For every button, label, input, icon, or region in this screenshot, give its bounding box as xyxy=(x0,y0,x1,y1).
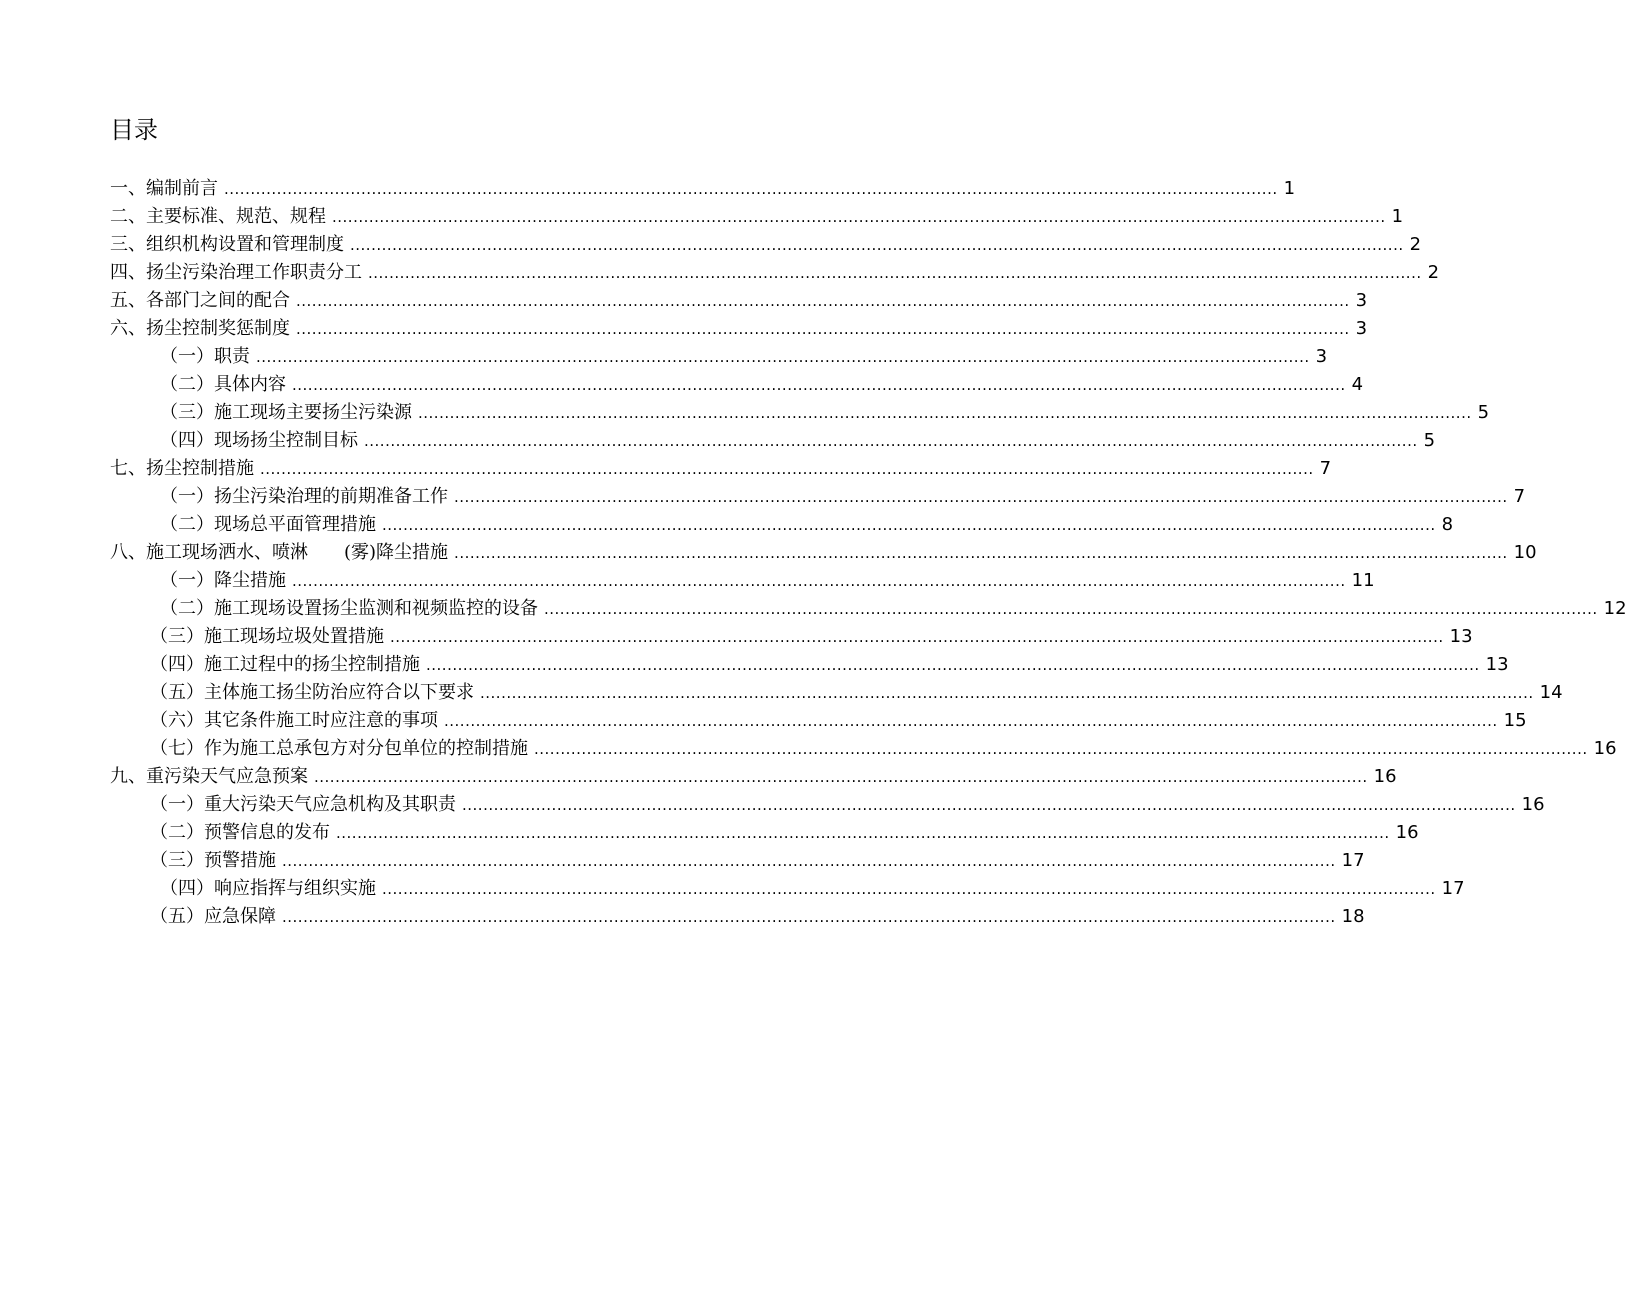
toc-entry-page-number: 1 xyxy=(1391,206,1404,227)
toc-entry-page-number: 8 xyxy=(1441,514,1454,535)
toc-leader-dots: ........................................................................................................................................................................................................ xyxy=(390,628,1444,646)
toc-entry-label: （二）现场总平面管理措施 xyxy=(160,514,376,535)
toc-entry[interactable] xyxy=(110,315,1368,343)
toc-entry-label: 一、编制前言 xyxy=(110,178,218,199)
toc-entry-page-number: 2 xyxy=(1427,262,1440,283)
toc-entry-label: （四）施工过程中的扬尘控制措施 xyxy=(150,654,420,675)
toc-leader-dots: ........................................................................................................................................................................................................ xyxy=(454,488,1508,506)
toc-entry-label: （六）其它条件施工时应注意的事项 xyxy=(150,710,438,731)
toc-entry[interactable] xyxy=(150,791,1545,819)
toc-entry-label: （一）降尘措施 xyxy=(160,570,286,591)
toc-leader-dots: ........................................................................................................................................................................................................ xyxy=(364,432,1418,450)
toc-entry-page-number: 3 xyxy=(1315,346,1328,367)
toc-entry-label: （二）具体内容 xyxy=(160,374,286,395)
toc-entry-label: （一）重大污染天气应急机构及其职责 xyxy=(150,794,456,815)
toc-leader-dots: ........................................................................................................................................................................................................ xyxy=(382,516,1436,534)
toc-entry-label: 三、组织机构设置和管理制度 xyxy=(110,234,344,255)
toc-leader-dots: ........................................................................................................................................................................................................ xyxy=(544,600,1598,618)
toc-entry[interactable] xyxy=(150,735,1617,763)
toc-entry-label: 二、主要标准、规范、规程 xyxy=(110,206,326,227)
toc-entry-page-number: 3 xyxy=(1355,290,1368,311)
toc-leader-dots: ........................................................................................................................................................................................................ xyxy=(314,768,1368,786)
toc-leader-dots: ........................................................................................................................................................................................................ xyxy=(224,180,1278,198)
toc-entry[interactable] xyxy=(110,259,1440,287)
toc-entry[interactable] xyxy=(160,371,1364,399)
toc-leader-dots: ........................................................................................................................................................................................................ xyxy=(260,460,1314,478)
toc-entry[interactable] xyxy=(160,343,1328,371)
toc-entry-page-number: 16 xyxy=(1521,794,1545,815)
toc-entry[interactable] xyxy=(160,567,1375,595)
toc-entry[interactable] xyxy=(110,175,1296,203)
toc-entry-page-number: 17 xyxy=(1441,878,1465,899)
toc-entry-page-number: 16 xyxy=(1373,766,1397,787)
toc-leader-dots: ........................................................................................................................................................................................................ xyxy=(382,880,1436,898)
toc-entry-label: 九、重污染天气应急预案 xyxy=(110,766,308,787)
toc-entry-page-number: 3 xyxy=(1355,318,1368,339)
toc-entry-label: （七）作为施工总承包方对分包单位的控制措施 xyxy=(150,738,528,759)
toc-leader-dots: ........................................................................................................................................................................................................ xyxy=(296,292,1350,310)
toc-entry-label: （一）职责 xyxy=(160,346,250,367)
toc-entry-page-number: 7 xyxy=(1319,458,1332,479)
toc-entry[interactable] xyxy=(110,539,1537,567)
toc-leader-dots: ........................................................................................................................................................................................................ xyxy=(336,824,1390,842)
toc-entry-page-number: 17 xyxy=(1341,850,1365,871)
toc-entry-page-number: 5 xyxy=(1477,402,1490,423)
toc-entry-label: （三）施工现场垃圾处置措施 xyxy=(150,626,384,647)
toc-entry-label: （三）施工现场主要扬尘污染源 xyxy=(160,402,412,423)
toc-entry-page-number: 16 xyxy=(1395,822,1419,843)
toc-leader-dots: ........................................................................................................................................................................................................ xyxy=(426,656,1480,674)
toc-leader-dots: ........................................................................................................................................................................................................ xyxy=(368,264,1422,282)
toc-entry-label: 七、扬尘控制措施 xyxy=(110,458,254,479)
toc-entry[interactable] xyxy=(110,203,1404,231)
toc-entry-page-number: 14 xyxy=(1539,682,1563,703)
toc-entry-label: （五）应急保障 xyxy=(150,906,276,927)
toc-leader-dots: ........................................................................................................................................................................................................ xyxy=(282,908,1336,926)
toc-entry-label: （四）响应指挥与组织实施 xyxy=(160,878,376,899)
toc-entry-page-number: 15 xyxy=(1503,710,1527,731)
toc-entry[interactable] xyxy=(150,651,1509,679)
toc-entry-label: 四、扬尘污染治理工作职责分工 xyxy=(110,262,362,283)
toc-entry[interactable] xyxy=(160,483,1526,511)
toc-leader-dots: ........................................................................................................................................................................................................ xyxy=(418,404,1472,422)
toc-entry-page-number: 13 xyxy=(1485,654,1509,675)
toc-entry-page-number: 2 xyxy=(1409,234,1422,255)
toc-entry-page-number: 1 xyxy=(1283,178,1296,199)
toc-leader-dots: ........................................................................................................................................................................................................ xyxy=(292,376,1346,394)
toc-entry[interactable] xyxy=(160,595,1627,623)
toc-entry-page-number: 10 xyxy=(1513,542,1537,563)
toc-entry[interactable] xyxy=(110,455,1332,483)
toc-entry[interactable] xyxy=(110,287,1368,315)
toc-entry-label: （三）预警措施 xyxy=(150,850,276,871)
toc-leader-dots: ........................................................................................................................................................................................................ xyxy=(296,320,1350,338)
toc-entry-label: （四）现场扬尘控制目标 xyxy=(160,430,358,451)
toc-entry[interactable] xyxy=(150,679,1563,707)
toc-entry-label: （二）预警信息的发布 xyxy=(150,822,330,843)
toc-leader-dots: ........................................................................................................................................................................................................ xyxy=(534,740,1588,758)
toc-leader-dots: ........................................................................................................................................................................................................ xyxy=(292,572,1346,590)
toc-entry[interactable] xyxy=(160,427,1436,455)
toc-entry[interactable] xyxy=(150,623,1473,651)
toc-entry[interactable] xyxy=(150,847,1365,875)
toc-entry-page-number: 5 xyxy=(1423,430,1436,451)
toc-entry-page-number: 18 xyxy=(1341,906,1365,927)
toc-entry-label: 八、施工现场洒水、喷淋 (雾)降尘措施 xyxy=(110,542,449,563)
toc-leader-dots: ........................................................................................................................................................................................................ xyxy=(332,208,1386,226)
toc-entry-page-number: 12 xyxy=(1603,598,1627,619)
toc-entry[interactable] xyxy=(150,819,1419,847)
toc-entry-page-number: 7 xyxy=(1513,486,1526,507)
toc-leader-dots: ........................................................................................................................................................................................................ xyxy=(462,796,1516,814)
toc-entry-page-number: 11 xyxy=(1351,570,1375,591)
toc-entry[interactable] xyxy=(160,511,1454,539)
toc-entry-label: （二）施工现场设置扬尘监测和视频监控的设备 xyxy=(160,598,538,619)
toc-leader-dots: ........................................................................................................................................................................................................ xyxy=(444,712,1498,730)
toc-leader-dots: ........................................................................................................................................................................................................ xyxy=(282,852,1336,870)
toc-entry[interactable] xyxy=(150,707,1527,735)
toc-entry-page-number: 16 xyxy=(1593,738,1617,759)
toc-entry-label: （五）主体施工扬尘防治应符合以下要求 xyxy=(150,682,474,703)
toc-entry-page-number: 4 xyxy=(1351,374,1364,395)
toc-entry[interactable] xyxy=(110,763,1397,791)
toc-entry[interactable] xyxy=(150,903,1365,931)
toc-entry-label: （一）扬尘污染治理的前期准备工作 xyxy=(160,486,448,507)
toc-leader-dots: ........................................................................................................................................................................................................ xyxy=(350,236,1404,254)
toc-entry-label: 六、扬尘控制奖惩制度 xyxy=(110,318,290,339)
toc-leader-dots: ........................................................................................................................................................................................................ xyxy=(454,544,1508,562)
toc-entry[interactable] xyxy=(160,875,1465,903)
toc-leader-dots: ........................................................................................................................................................................................................ xyxy=(480,684,1534,702)
toc-entry[interactable] xyxy=(160,399,1490,427)
toc-leader-dots: ........................................................................................................................................................................................................ xyxy=(256,348,1310,366)
toc-entry-page-number: 13 xyxy=(1449,626,1473,647)
toc-entry[interactable] xyxy=(110,231,1422,259)
toc-entry-label: 五、各部门之间的配合 xyxy=(110,290,290,311)
toc-title: 目录 xyxy=(110,116,158,144)
